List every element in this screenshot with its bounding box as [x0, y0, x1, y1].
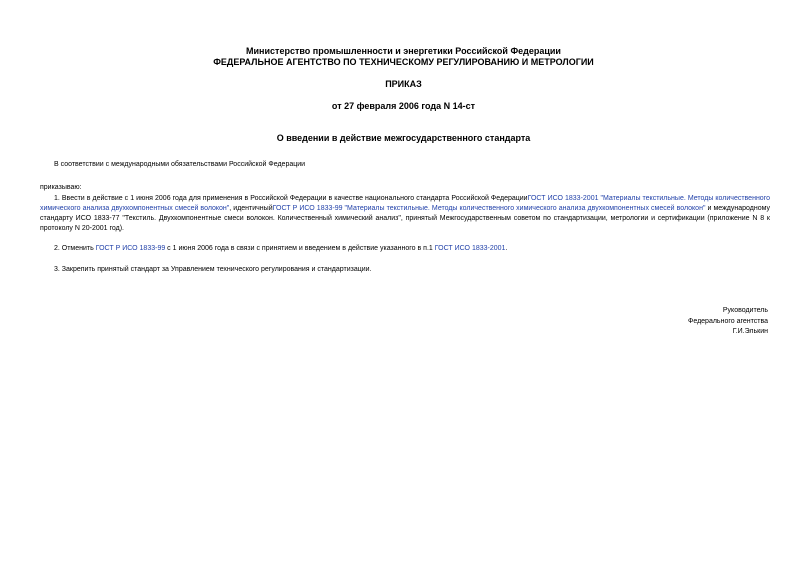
agency-heading: ФЕДЕРАЛЬНОЕ АГЕНТСТВО ПО ТЕХНИЧЕСКОМУ РЕГУЛИРОВАНИЮ И МЕТРОЛОГИИ — [213, 57, 594, 67]
intro-paragraph: В соответствии с международными обязательствами Российской Федерации — [54, 161, 306, 168]
signature-position: Руководитель — [722, 307, 768, 314]
item-1-text-b: , идентичный — [229, 205, 273, 212]
order-word: приказываю: — [40, 184, 82, 191]
signature-organization: Федерального агентства — [688, 318, 768, 325]
item-1-paragraph — [40, 194, 770, 234]
signature-name: Г.И.Элькин — [732, 328, 768, 335]
item-2-text-b: с 1 июня 2006 года в связи с принятием и введением в действие указанного в п.1 — [165, 245, 435, 252]
item-2-gost-iso-link[interactable]: ГОСТ ИСО 1833-2001 — [434, 245, 506, 252]
gost-iso-1833-2001-link[interactable]: ГОСТ ИСО 1833-2001 "Материалы текстильные. Методы количественного химического анализа двухкомпонентных смесей волокон" — [40, 195, 770, 212]
item-2-text-a: 2. Отменить — [54, 245, 96, 252]
item-3-paragraph: 3. Закрепить принятый стандарт за Управлением технического регулирования и стандартизации. — [54, 266, 372, 273]
date-number-heading: от 27 февраля 2006 года N 14-ст — [331, 101, 476, 111]
doc-type-heading: ПРИКАЗ — [385, 79, 422, 89]
item-2-text-c: . — [505, 245, 508, 252]
ministry-heading: Министерство промышленности и энергетики Российской Федерации — [246, 46, 561, 56]
gost-r-iso-1833-99-link[interactable]: ГОСТ Р ИСО 1833-99 "Материалы текстильные. Методы количественного химического анализа двухкомпонентных смесей волокон" — [272, 205, 706, 212]
item-1-text-c: и международному стандарту ИСО 1833-77 "Текстиль. Двухкомпонентные смеси волокон. Количественный химический анализ", принятый Межгосударственным советом по стандартизации, метрологии и сертификации (приложение N 8 к протоколу N 20-2001 год). — [40, 205, 771, 232]
item-2-gost-r-link[interactable]: ГОСТ Р ИСО 1833-99 — [95, 245, 166, 252]
document-title: О введении в действие межгосударственного стандарта — [276, 133, 531, 143]
item-1-text-a: 1. Ввести в действие с 1 июня 2006 года для применения в Российской Федерации в качестве национального стандарта Российской Федерации — [54, 195, 528, 202]
item-2-paragraph — [54, 244, 507, 254]
